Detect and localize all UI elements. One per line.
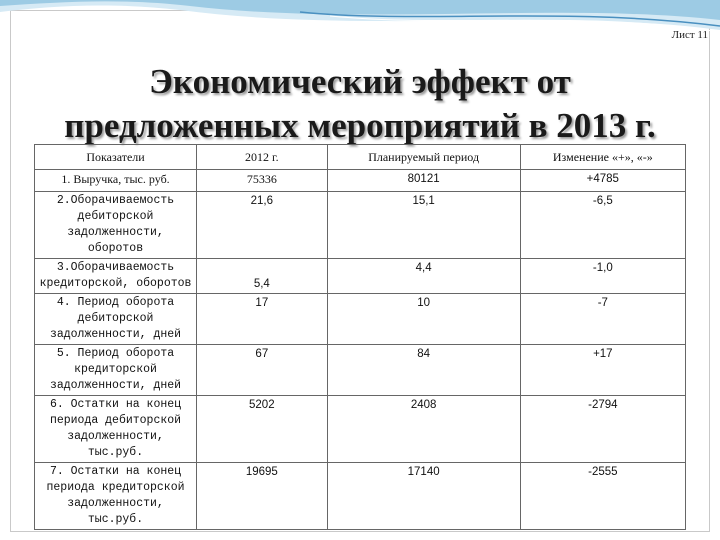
header-indicators: Показатели (35, 145, 197, 170)
header-2012: 2012 г. (197, 145, 328, 170)
row-value-2012: 67 (197, 345, 328, 396)
table-header-row (35, 145, 686, 170)
row-value-2012: 19695 (197, 463, 328, 530)
row-value-2012: 5202 (197, 396, 328, 463)
row-value-2012: 17 (197, 294, 328, 345)
row-value-change: +4785 (520, 170, 685, 192)
indicators-table (34, 144, 686, 530)
table-row (35, 294, 686, 345)
row-value-2012: 75336 (197, 170, 328, 192)
table-row (35, 463, 686, 530)
page-title-line1: Экономический эффект от (149, 62, 571, 101)
table-row (35, 396, 686, 463)
row-value-planned: 4,4 (327, 259, 520, 294)
row-value-2012: 21,6 (197, 192, 328, 259)
row-value-change: -2555 (520, 463, 685, 530)
row-label: 1. Выручка, тыс. руб. (35, 170, 197, 192)
row-value-change: +17 (520, 345, 685, 396)
row-value-planned: 10 (327, 294, 520, 345)
row-value-planned: 17140 (327, 463, 520, 530)
row-label: 5. Период оборота кредиторской задолженности, дней (35, 345, 197, 396)
row-value-planned: 80121 (327, 170, 520, 192)
row-value-planned: 2408 (327, 396, 520, 463)
sheet-label: Лист 11 (671, 29, 708, 41)
page-title-line2: предложенных мероприятий в 2013 г. (64, 106, 656, 145)
row-value-change: -2794 (520, 396, 685, 463)
row-value-planned: 15,1 (327, 192, 520, 259)
header-planned: Планируемый период (327, 145, 520, 170)
table-row (35, 345, 686, 396)
row-value-planned: 84 (327, 345, 520, 396)
row-value-change: -7 (520, 294, 685, 345)
row-label: 6. Остатки на конец периода дебиторской задолженности, тыс.руб. (35, 396, 197, 463)
row-label: 4. Период оборота дебиторской задолженности, дней (35, 294, 197, 345)
row-value-change: -6,5 (520, 192, 685, 259)
row-label: 7. Остатки на конец периода кредиторской задолженности, тыс.руб. (35, 463, 197, 530)
table-row (35, 259, 686, 294)
row-label: 2.Оборачиваемость дебиторской задолженности, оборотов (35, 192, 197, 259)
row-value-2012: 5,4 (197, 259, 328, 294)
table-row (35, 170, 686, 192)
header-change: Изменение «+», «-» (520, 145, 685, 170)
table-row (35, 192, 686, 259)
row-value-change: -1,0 (520, 259, 685, 294)
row-label: 3.Оборачиваемость кредиторской, оборотов (35, 259, 197, 294)
